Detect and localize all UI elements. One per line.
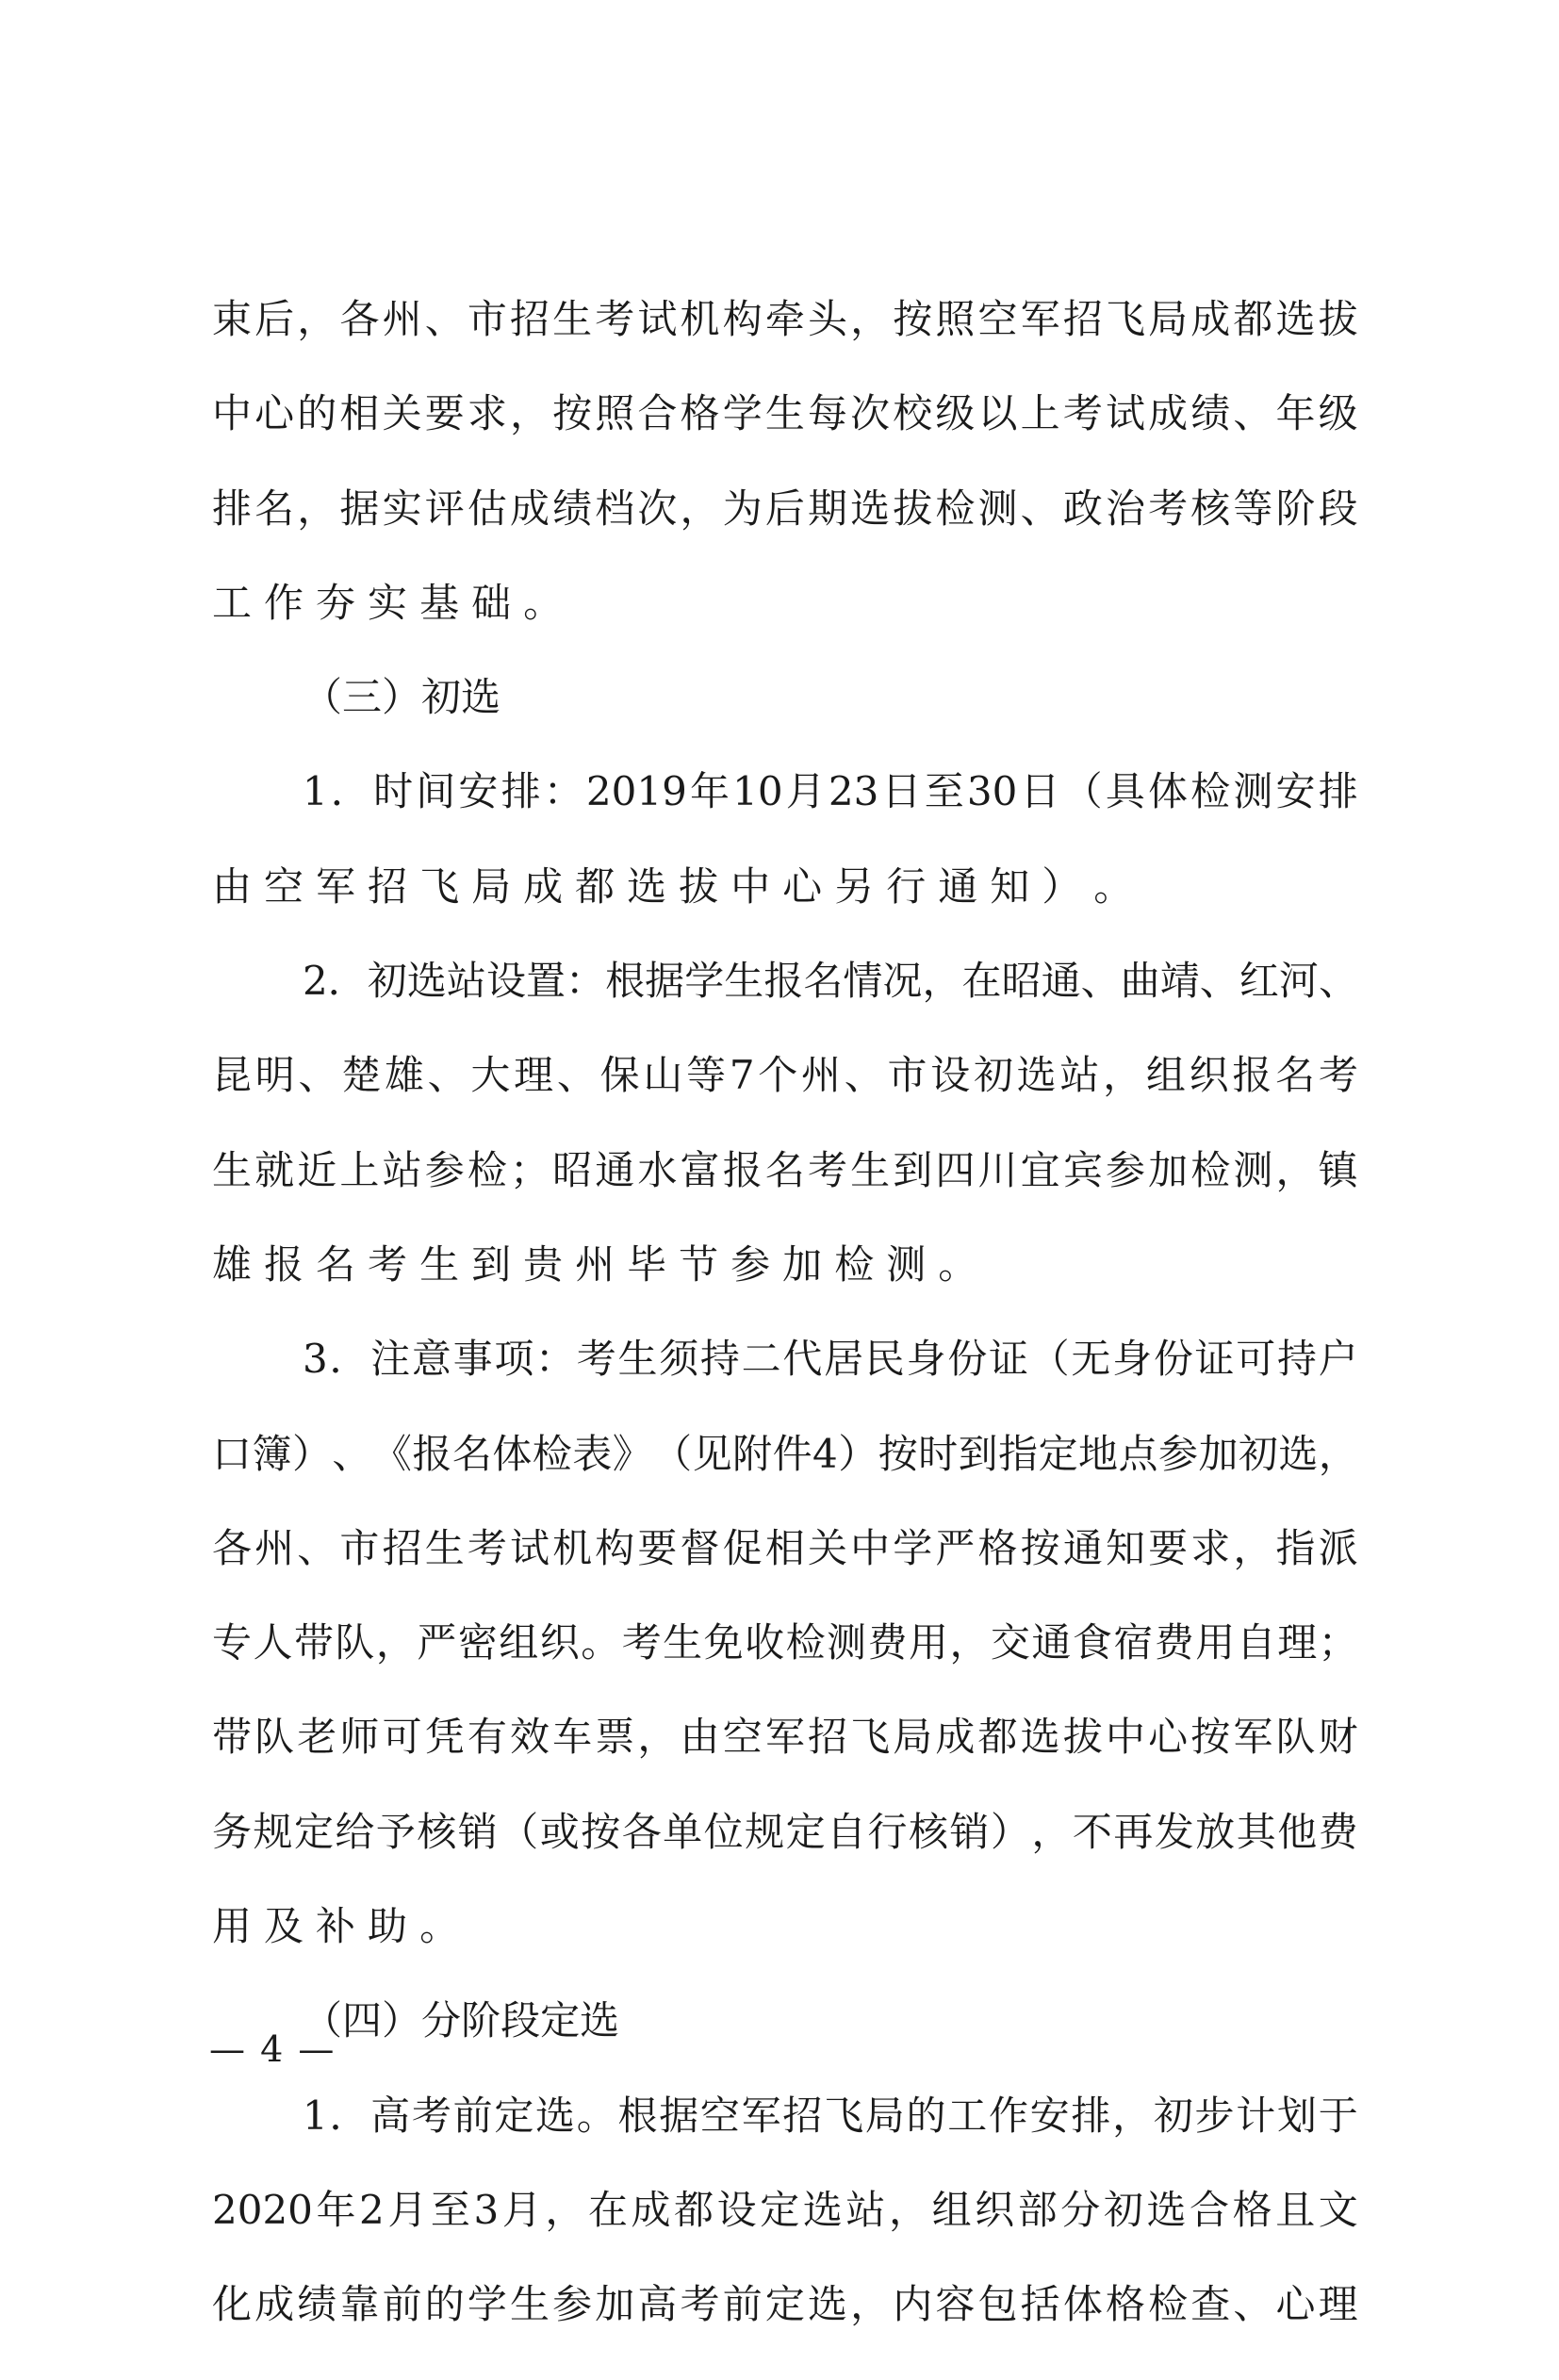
text-line: （ 三 ） 初 选 — [303, 674, 501, 721]
text-line: 2 ． 初 选 站 设 置 ： 根 据 学 生 报 名 情 况 ， 在 昭 通 、 曲 靖 、 红 河 、 — [303, 958, 1358, 1005]
text-line: 用 及 补 助 。 — [212, 1903, 460, 1950]
text-line: （ 四 ） 分 阶 段 定 选 — [303, 1997, 620, 2044]
text-line: 排 名 ， 据 实 评 估 成 绩 档 次 ， 为 后 期 选 拔 检 测 、 政 治 考 核 等 阶 段 — [212, 484, 1358, 532]
text-line: 务 规 定 给 予 核 销 （ 或 按 各 单 位 规 定 自 行 核 销 ） ， 不 再 发 放 其 他 费 — [212, 1808, 1358, 1855]
text-line: 工 作 夯 实 基 础 。 — [212, 579, 564, 626]
text-line: 昆 明 、 楚 雄 、 大 理 、 保 山 等 7 个 州 、 市 设 初 选 站 ， 组 织 报 名 考 — [212, 1052, 1358, 1099]
text-line: 由 空 军 招 飞 局 成 都 选 拔 中 心 另 行 通 知 ） 。 — [212, 862, 1134, 910]
page-number: — 4 — — [209, 2028, 336, 2070]
text-line: 带 队 老 师 可 凭 有 效 车 票 ， 由 空 军 招 飞 局 成 都 选 拔 中 心 按 军 队 财 — [212, 1714, 1358, 1761]
text-line: 口 簿 ） 、 《 报 名 体 检 表 》 （ 见 附 件 4 ） 按 时 到 指 定 地 点 参 加 初 选 ， — [212, 1430, 1358, 1477]
text-line: 化 成 绩 靠 前 的 学 生 参 加 高 考 前 定 选 ， 内 容 包 括 体 格 检 查 、 心 理 — [212, 2281, 1358, 2328]
text-line: 中 心 的 相 关 要 求 ， 按 照 合 格 学 生 每 次 校 级 以 上 考 试 成 绩 、 年 级 — [212, 390, 1358, 437]
text-line: 各 州 、 市 招 生 考 试 机 构 要 督 促 相 关 中 学 严 格 按 通 知 要 求 ， 指 派 — [212, 1524, 1358, 1571]
text-line: 2020 年 2 月 至 3 月 ， 在 成 都 设 定 选 站 ， 组 织 部 分 初 选 合 格 且 文 — [212, 2186, 1358, 2233]
text-line: 生 就 近 上 站 参 检 ； 昭 通 水 富 报 名 考 生 到 四 川 宜 宾 参 加 检 测 ， 镇 — [212, 1146, 1358, 1193]
text-line: 1 ． 高 考 前 定 选 。 根 据 空 军 招 飞 局 的 工 作 安 排 ， 初 步 计 划 于 — [303, 2092, 1358, 2139]
body-text — [212, 296, 1358, 2380]
text-line: 束 后 ， 各 州 、 市 招 生 考 试 机 构 牵 头 ， 按 照 空 军 招 飞 局 成 都 选 拔 — [212, 296, 1358, 342]
text-line: 专 人 带 队 ， 严 密 组 织 。 考 生 免 收 检 测 费 用 ， 交 通 食 宿 费 用 自 理 ； — [212, 1619, 1358, 1666]
text-line: 1 ． 时 间 安 排 ： 2019 年 10 月 23 日 至 30 日 （ 具 体 检 测 安 排 — [303, 768, 1358, 815]
text-line: 3 ． 注 意 事 项 ： 考 生 须 持 二 代 居 民 身 份 证 （ 无 身 份 证 可 持 户 — [303, 1336, 1358, 1383]
text-line: 雄 报 名 考 生 到 贵 州 毕 节 参 加 检 测 。 — [212, 1240, 978, 1288]
